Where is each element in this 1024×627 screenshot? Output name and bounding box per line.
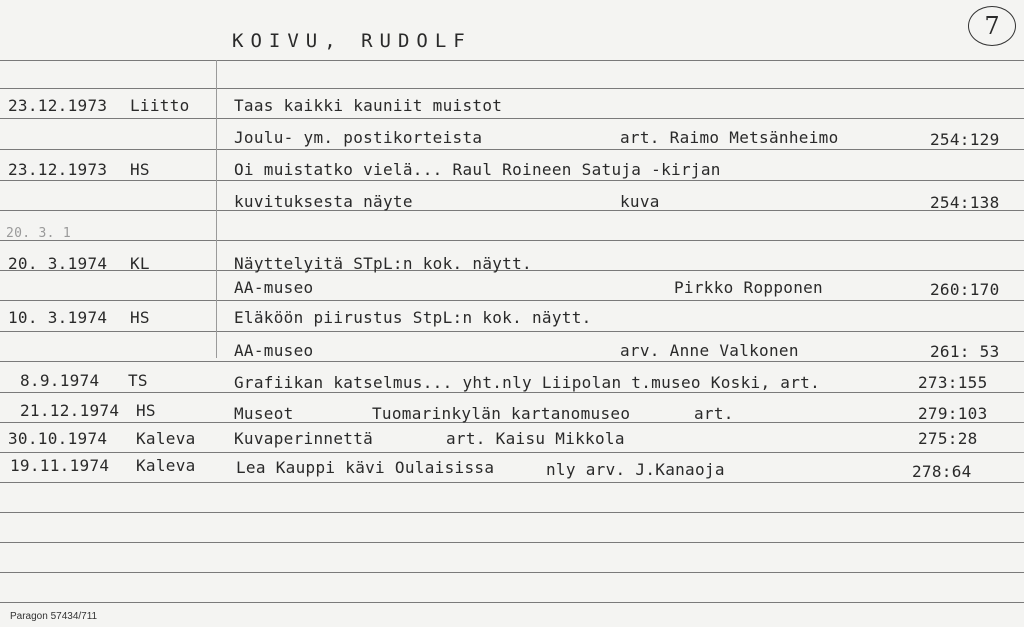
rule-line [0,60,1024,61]
rule-line [0,210,1024,211]
entry-date: 21.12.1974 [20,401,120,420]
entry-source: HS [136,401,156,420]
rule-line [0,180,1024,181]
entry-text: Näyttelyitä STpL:n kok. näytt. [234,254,532,273]
rule-line [0,300,1024,301]
rule-line [0,572,1024,573]
entry-date: 8.9.1974 [20,371,100,390]
entry-source: Kaleva [136,429,196,448]
card-number-badge: 7 [968,6,1016,46]
entry-date: 30.10.1974 [8,429,108,448]
entry-ref: 278:64 [912,462,972,481]
entry-credit: art. Raimo Metsänheimo [620,128,839,147]
entry-ref: 254:129 [930,130,1000,149]
card-footer: Paragon 57434/711 [10,611,98,622]
entry-ref: 261: 53 [930,342,1000,361]
entry-text: AA-museo [234,341,314,360]
entry-credit: Pirkko Ropponen [674,278,823,297]
entry-credit: kuva [620,192,660,211]
entry-text: Museot [234,404,294,423]
rule-line [0,512,1024,513]
entry-source: Liitto [130,96,190,115]
rule-line [0,542,1024,543]
entry-ref: 279:103 [918,404,988,423]
entry-text: AA-museo [234,278,314,297]
entry-ref: 275:28 [918,429,978,448]
entry-credit: art. Kaisu Mikkola [446,429,625,448]
entry-text: Taas kaikki kauniit muistot [234,96,503,115]
entry-date: 23.12.1973 [8,96,108,115]
entry-source: HS [130,160,150,179]
entry-text: kuvituksesta näyte [234,192,413,211]
entry-text: Grafiikan katselmus... yht.nly Liipolan t.museo Koski, art. [234,373,821,392]
entry-extra: art. [694,404,734,423]
entry-date: 19.11.1974 [10,456,110,475]
entry-source: Kaleva [136,456,196,475]
entry-text: Eläköön piirustus StpL:n kok. näytt. [234,308,592,327]
entry-source: TS [128,371,148,390]
entry-ref: 260:170 [930,280,1000,299]
entry-ref: 254:138 [930,193,1000,212]
faint-date: 20. 3. 1 [6,226,72,241]
column-divider [216,60,217,358]
entry-date: 23.12.1973 [8,160,108,179]
entry-text: Lea Kauppi kävi Oulaisissa [236,458,495,477]
rule-line [0,361,1024,362]
card-title: KOIVU, RUDOLF [232,30,472,52]
rule-line [0,331,1024,332]
rule-line [0,118,1024,119]
entry-text: Oi muistatko vielä... Raul Roineen Satuja -kirjan [234,160,721,179]
entry-text: Kuvaperinnettä [234,429,374,448]
rule-line [0,149,1024,150]
entry-credit: nly arv. J.Kanaoja [546,460,725,479]
rule-line [0,452,1024,453]
entry-credit: arv. Anne Valkonen [620,341,799,360]
entry-text: Joulu- ym. postikorteista [234,128,483,147]
entry-source: HS [130,308,150,327]
rule-line [0,240,1024,241]
entry-credit: Tuomarinkylän kartanomuseo [372,404,631,423]
rule-line [0,482,1024,483]
entry-date: 10. 3.1974 [8,308,108,327]
entry-date: 20. 3.1974 [8,254,108,273]
entry-source: KL [130,254,150,273]
entry-ref: 273:155 [918,373,988,392]
rule-line [0,602,1024,603]
rule-line [0,88,1024,89]
